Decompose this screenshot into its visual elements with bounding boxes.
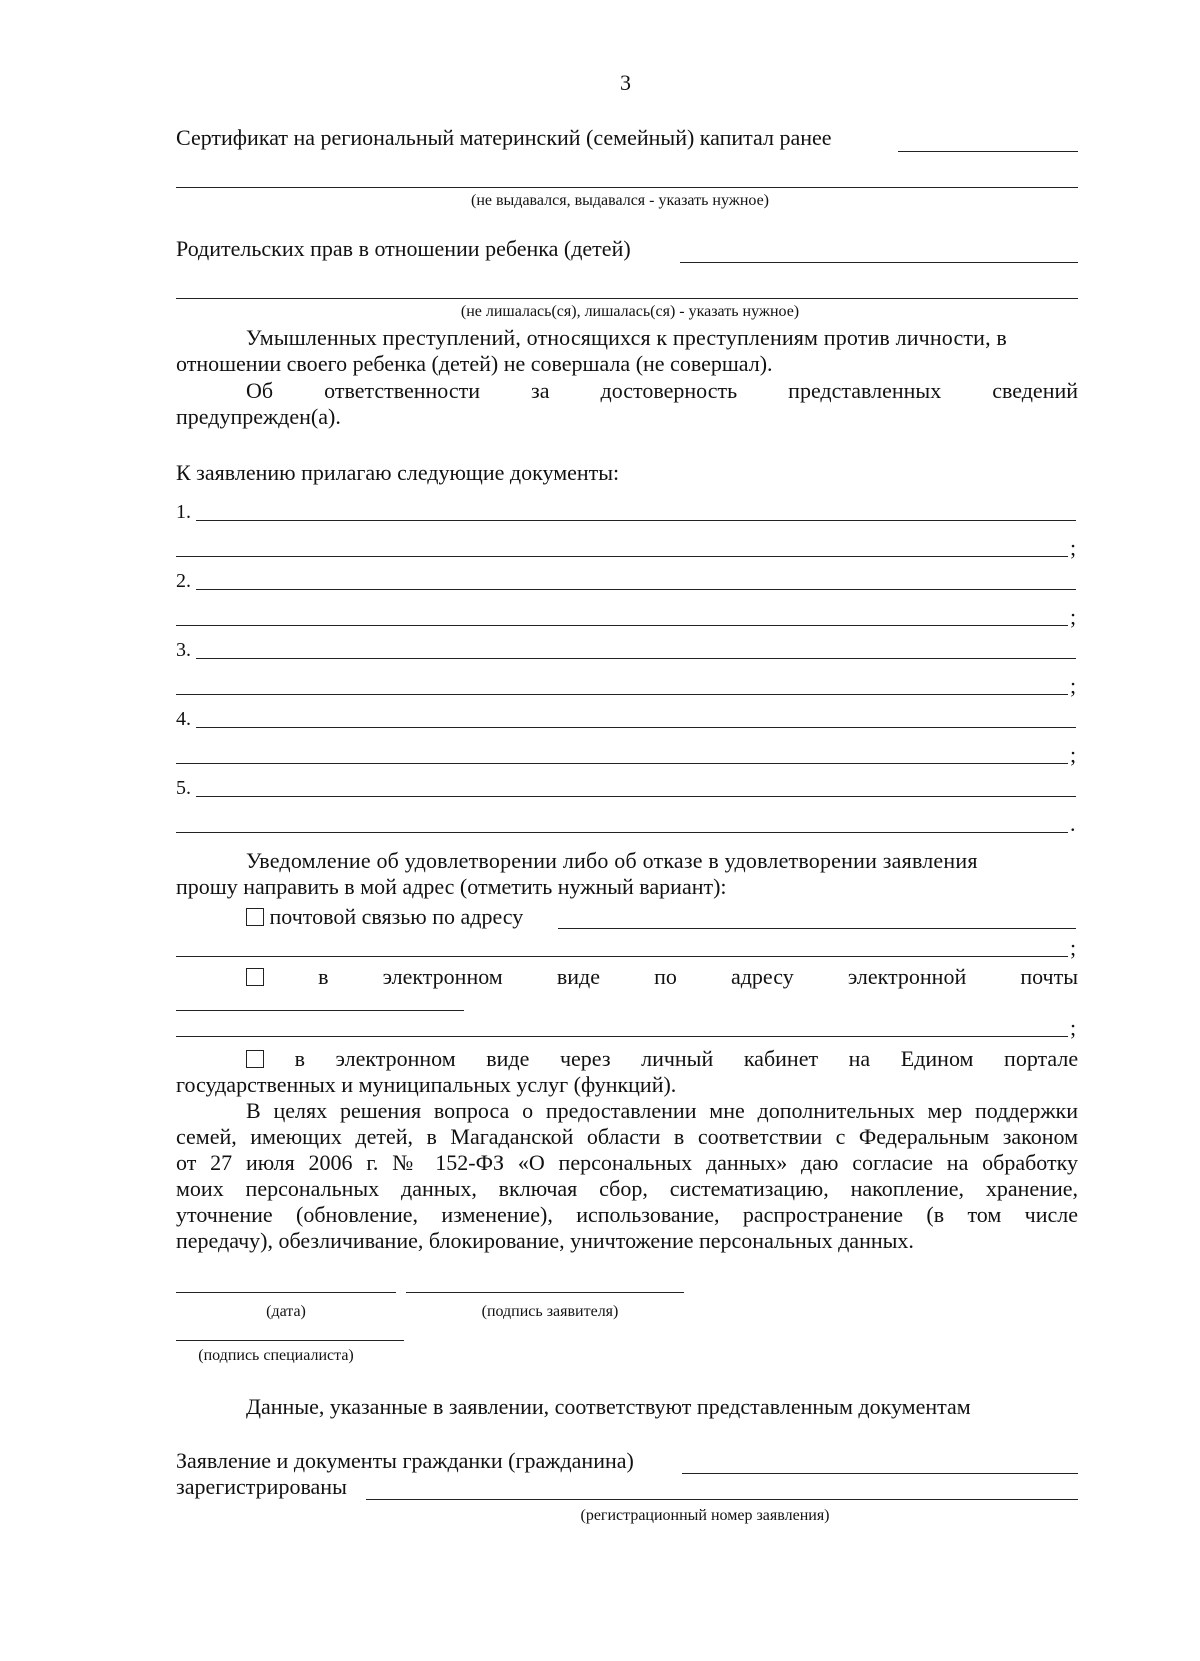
- responsibility-statement-line1: Об ответственности за достоверность представленных сведений: [246, 378, 1079, 403]
- parental-rights-label: Родительских прав в отношении ребенка (детей): [176, 236, 631, 261]
- consent-line: моих персональных данных, включая сбор, систематизацию, накопление, хранение,: [176, 1176, 1078, 1201]
- certificate-field[interactable]: [898, 151, 1078, 152]
- email-address-field-line2[interactable]: [176, 1036, 1068, 1037]
- attachment-field[interactable]: [196, 520, 1076, 521]
- attachment-field[interactable]: [196, 589, 1076, 590]
- consent-last-line: передачу), обезличивание, блокирование, уничтожение персональных данных.: [176, 1228, 914, 1253]
- consent-line: семей, имеющих детей, в Магаданской области в соответствии с Федеральным законом: [176, 1124, 1078, 1149]
- applicant-signature-caption: (подпись заявителя): [481, 1303, 619, 1320]
- date-field[interactable]: [176, 1292, 396, 1293]
- postal-checkbox[interactable]: [246, 908, 264, 926]
- email-checkbox[interactable]: [246, 968, 264, 986]
- attachment-number: 1.: [176, 501, 191, 523]
- attachment-end: ;: [1070, 535, 1077, 560]
- postal-option: [246, 904, 523, 930]
- postal-semicolon: ;: [1070, 935, 1077, 960]
- responsibility-statement-line2: предупрежден(а).: [176, 404, 341, 429]
- email-semicolon: ;: [1070, 1015, 1077, 1040]
- specialist-signature-caption: (подпись специалиста): [198, 1347, 354, 1364]
- attachment-field[interactable]: [196, 796, 1076, 797]
- attachment-field-line2[interactable]: [176, 625, 1068, 626]
- postal-option-label: почтовой связью по адресу: [269, 904, 524, 929]
- attachment-number: 3.: [176, 639, 191, 661]
- attachment-number: 2.: [176, 570, 191, 592]
- notification-line1: Уведомление об удовлетворении либо об отказе в удовлетворении заявления: [246, 848, 978, 873]
- postal-address-field[interactable]: [558, 928, 1076, 929]
- attachment-field[interactable]: [196, 727, 1076, 728]
- page-number: 3: [620, 70, 631, 95]
- specialist-signature-field[interactable]: [176, 1340, 404, 1341]
- portal-option: в электронном виде через личный кабинет на Едином портале: [246, 1046, 1078, 1072]
- attachment-end: ;: [1070, 742, 1077, 767]
- crimes-statement-line2: отношении своего ребенка (детей) не совершала (не совершал).: [176, 351, 773, 376]
- registration-number-field[interactable]: [366, 1499, 1078, 1500]
- email-option: в электронном виде по адресу электронной почты: [246, 964, 1078, 990]
- attachment-number: 4.: [176, 708, 191, 730]
- certificate-field-line2[interactable]: [176, 187, 1078, 188]
- certificate-caption: (не выдавался, выдавался - указать нужное): [471, 192, 769, 209]
- parental-rights-caption: (не лишалась(ся), лишалась(ся) - указать нужное): [460, 303, 800, 320]
- attachment-end: .: [1070, 811, 1076, 836]
- applicant-signature-field[interactable]: [406, 1292, 684, 1293]
- attachment-field-line2[interactable]: [176, 763, 1068, 764]
- notification-line2: прошу направить в мой адрес (отметить нужный вариант):: [176, 874, 727, 899]
- registration-line1: Заявление и документы гражданки (гражданина): [176, 1448, 634, 1473]
- registration-line2: зарегистрированы: [176, 1474, 347, 1499]
- consent-line: от 27 июля 2006 г. № 152-ФЗ «О персональных данных» даю согласие на обработку: [176, 1150, 1078, 1175]
- crimes-statement-line1: Умышленных преступлений, относящихся к преступлениям против личности, в: [246, 325, 1007, 350]
- email-address-field[interactable]: [176, 1010, 464, 1011]
- attachment-field[interactable]: [196, 658, 1076, 659]
- attachment-end: ;: [1070, 604, 1077, 629]
- attachment-field-line2[interactable]: [176, 832, 1068, 833]
- parental-rights-field-line2[interactable]: [176, 298, 1078, 299]
- consent-line: В целях решения вопроса о предоставлении мне дополнительных мер поддержки: [246, 1098, 1078, 1123]
- portal-checkbox[interactable]: [246, 1050, 264, 1068]
- attachment-end: ;: [1070, 673, 1077, 698]
- certificate-label: Сертификат на региональный материнский (семейный) капитал ранее: [176, 125, 832, 150]
- postal-address-field-line2[interactable]: [176, 956, 1068, 957]
- portal-option-line2: государственных и муниципальных услуг (функций).: [176, 1072, 677, 1097]
- consent-line: уточнение (обновление, изменение), использование, распространение (в том числе: [176, 1202, 1078, 1227]
- attachment-field-line2[interactable]: [176, 556, 1068, 557]
- attachment-number: 5.: [176, 777, 191, 799]
- applicant-name-field[interactable]: [682, 1473, 1078, 1474]
- parental-rights-field[interactable]: [680, 262, 1078, 263]
- verification-statement: Данные, указанные в заявлении, соответствуют представленным документам: [246, 1394, 971, 1419]
- attachment-field-line2[interactable]: [176, 694, 1068, 695]
- attachments-heading: К заявлению прилагаю следующие документы:: [176, 460, 620, 485]
- date-caption: (дата): [266, 1303, 306, 1320]
- registration-caption: (регистрационный номер заявления): [580, 1507, 830, 1524]
